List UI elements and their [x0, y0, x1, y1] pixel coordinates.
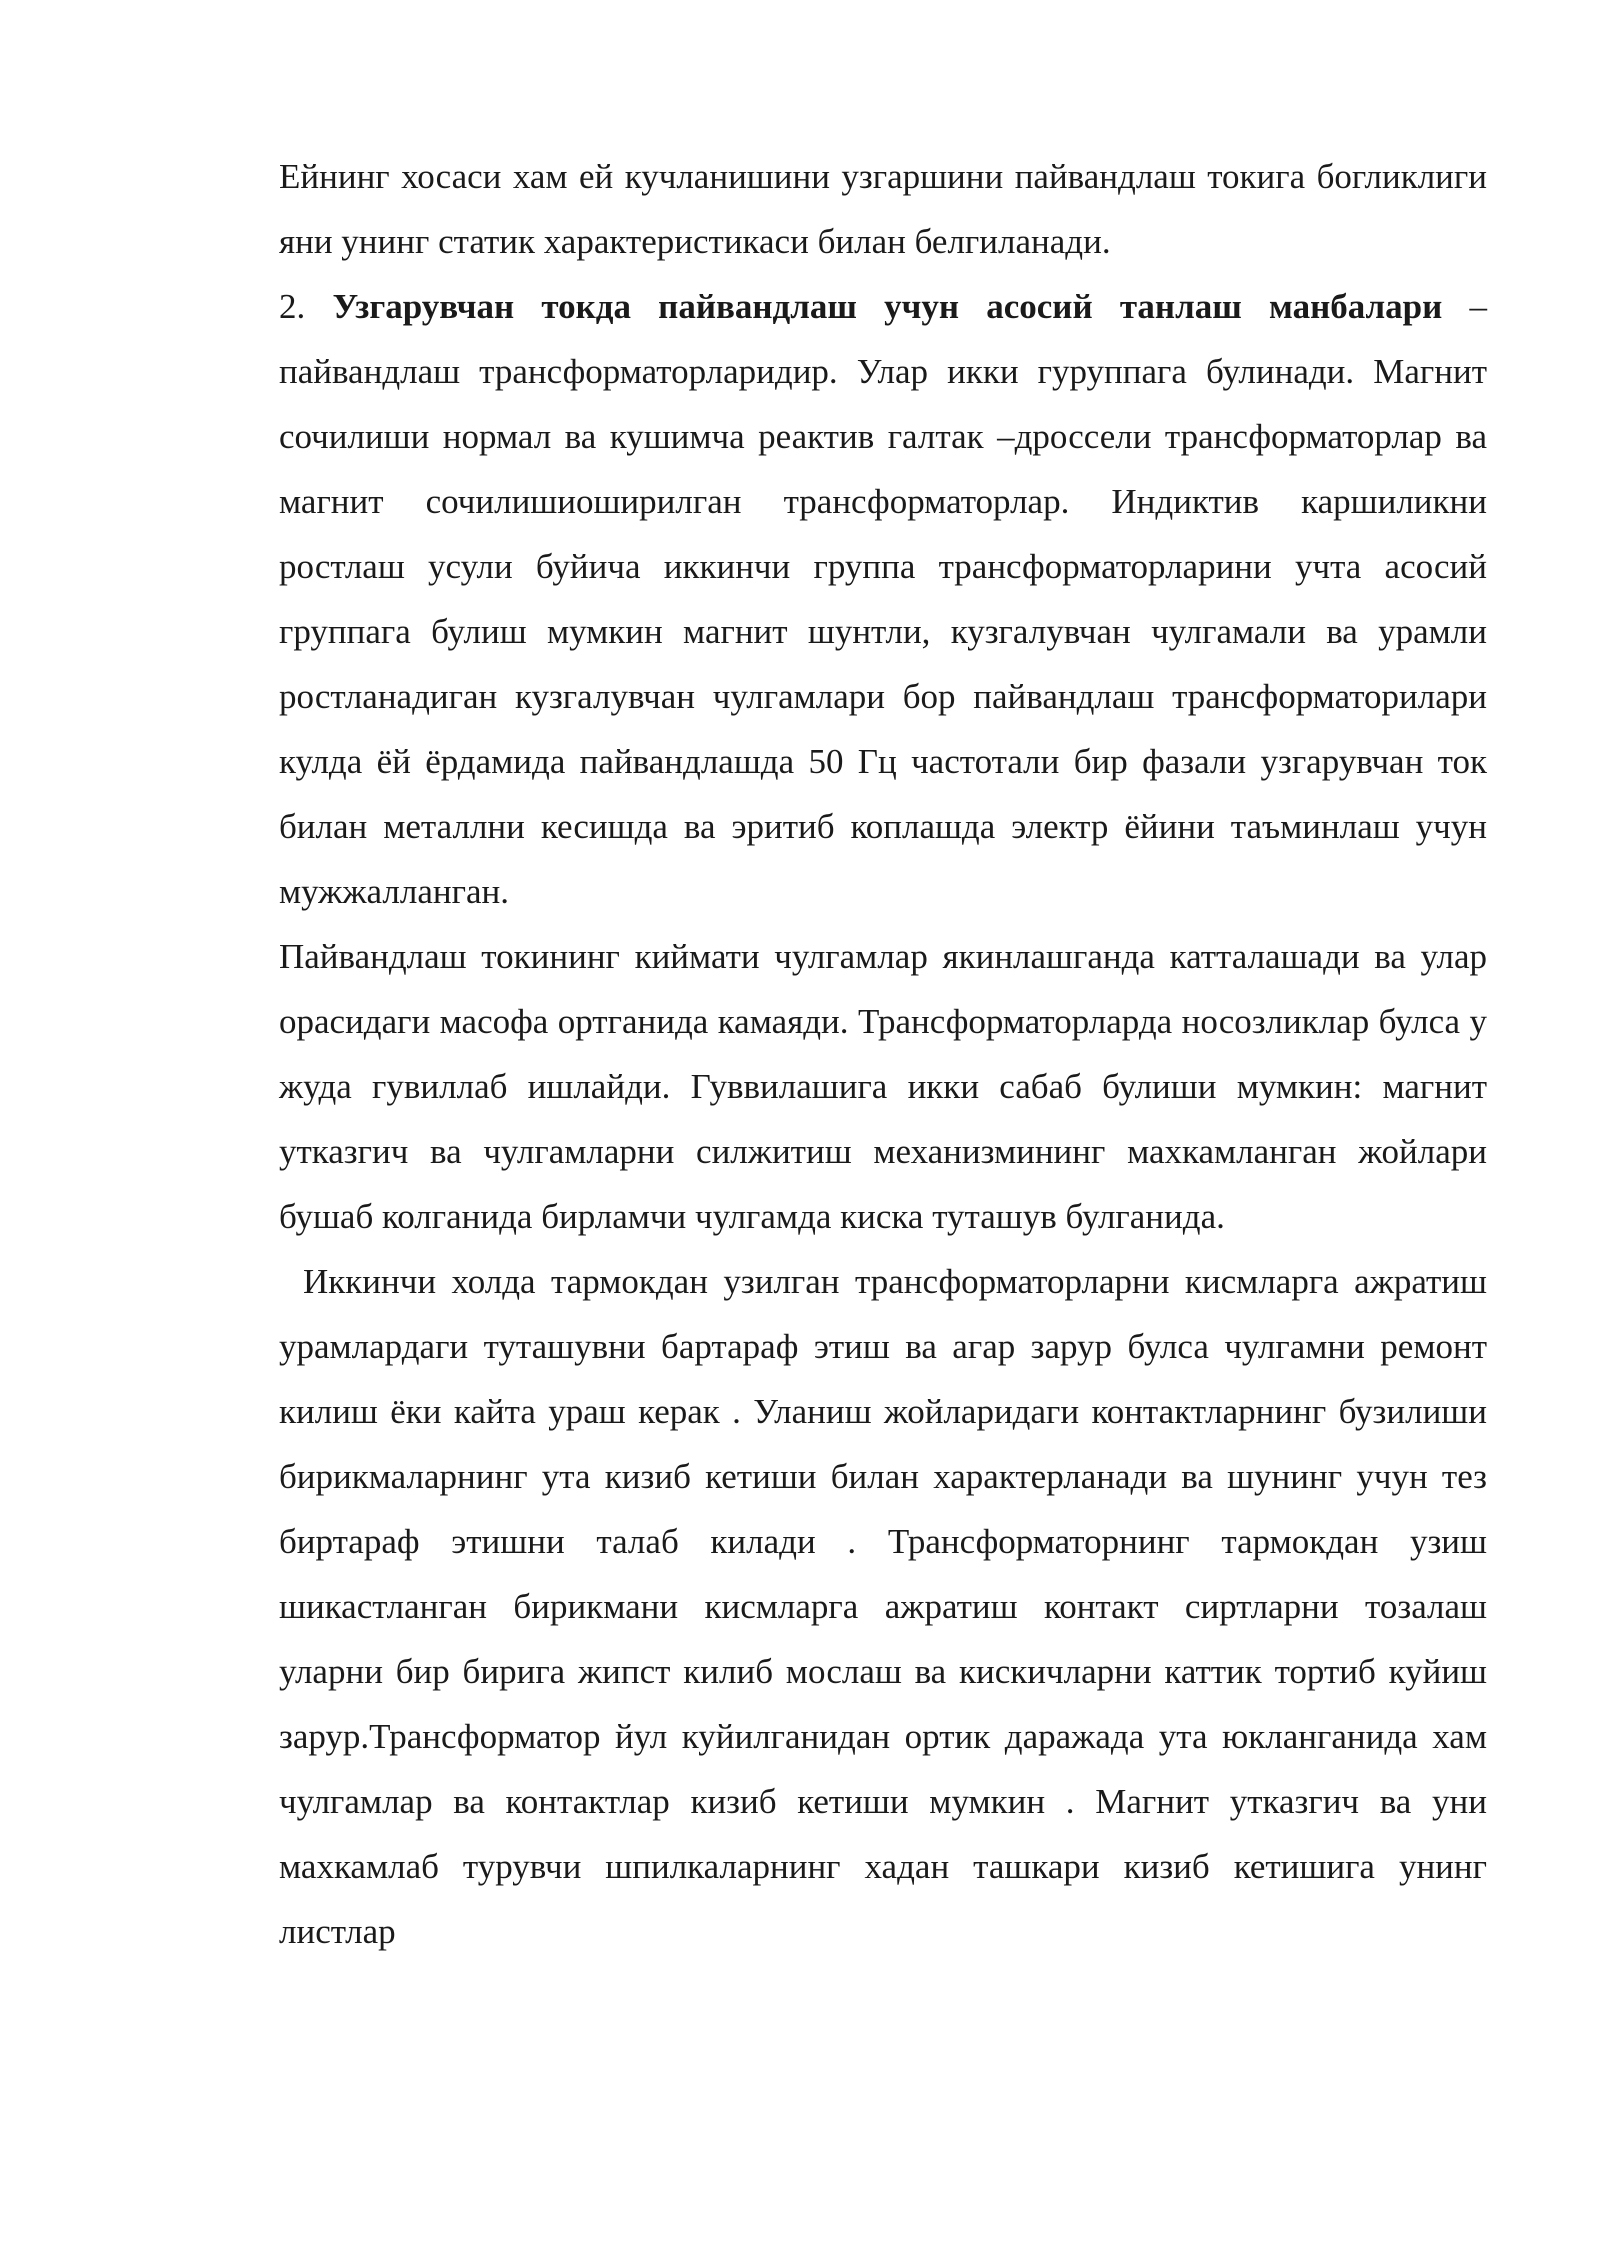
paragraph-3-text: Пайвандлаш токининг киймати чулгамлар якинлашганда катталашади ва улар орасидаги масофа ортганида камаяди. Трансформаторларда носозликлар булса у жуда гувиллаб ишлайди. Гуввилашига икки сабаб булиши мумкин: магнит утказгич ва чулгамларни силжитиш механизмининг махкамланган жойлари бушаб колганида бирламчи чулгамда киска туташув булганида.: [279, 937, 1487, 1236]
document-body: [279, 144, 1487, 1964]
paragraph-3: [279, 924, 1487, 1249]
paragraph-2: [279, 274, 1487, 924]
paragraph-2-text: – пайвандлаш трансформаторларидир. Улар икки гуруппага булинади. Магнит сочилиши нормал ва кушимча реактив галтак –дроссели трансформаторлар ва магнит сочилишиоширилган трансформаторлар. Индиктив каршиликни ростлаш усули буйича иккинчи группа трансформаторларини учта асосий группага булиш мумкин магнит шунтли, кузгалувчан чулгамали ва урамли ростланадиган кузгалувчан чулгамлари бор пайвандлаш трансформаторилари кулда ёй ёрдамида пайвандлашда 50 Гц частотали бир фазали узгарувчан ток билан металлни кесишда ва эритиб коплашда электр ёйини таъминлаш учун мужжалланган.: [279, 287, 1487, 911]
paragraph-1: [279, 144, 1487, 274]
paragraph-2-bold-lead: Узгарувчан токда пайвандлаш учун асосий танлаш манбалари: [332, 287, 1443, 326]
paragraph-1-text: Ейнинг хосаси хам ей кучланишини узгаршини пайвандлаш токига богликлиги яни унинг статик характеристикаси билан белгиланади.: [279, 157, 1487, 261]
paragraph-4-text: Иккинчи холда тармокдан узилган трансформаторларни кисмларга ажратиш урамлардаги туташувни бартараф этиш ва агар зарур булса чулгамни ремонт килиш ёки кайта ураш керак . Уланиш жойларидаги контактларнинг бузилиши бирикмаларнинг ута кизиб кетиши билан характерланади ва шунинг учун тез биртараф этишни талаб килади . Трансформаторнинг тармокдан узиш шикастланган бирикмани кисмларга ажратиш контакт сиртларни тозалаш уларни бир бирига жипст килиб мослаш ва кискичларни каттик тортиб куйиш зарур.Трансформатор йул куйилганидан ортик даражада ута юкланганида хам чулгамлар ва контактлар кизиб кетиши мумкин . Магнит утказгич ва уни махкамлаб турувчи шпилкаларнинг хадан ташкари кизиб кетишига унинг листлар: [279, 1262, 1487, 1951]
paragraph-2-number: 2.: [279, 287, 306, 326]
paragraph-4: [279, 1249, 1487, 1964]
